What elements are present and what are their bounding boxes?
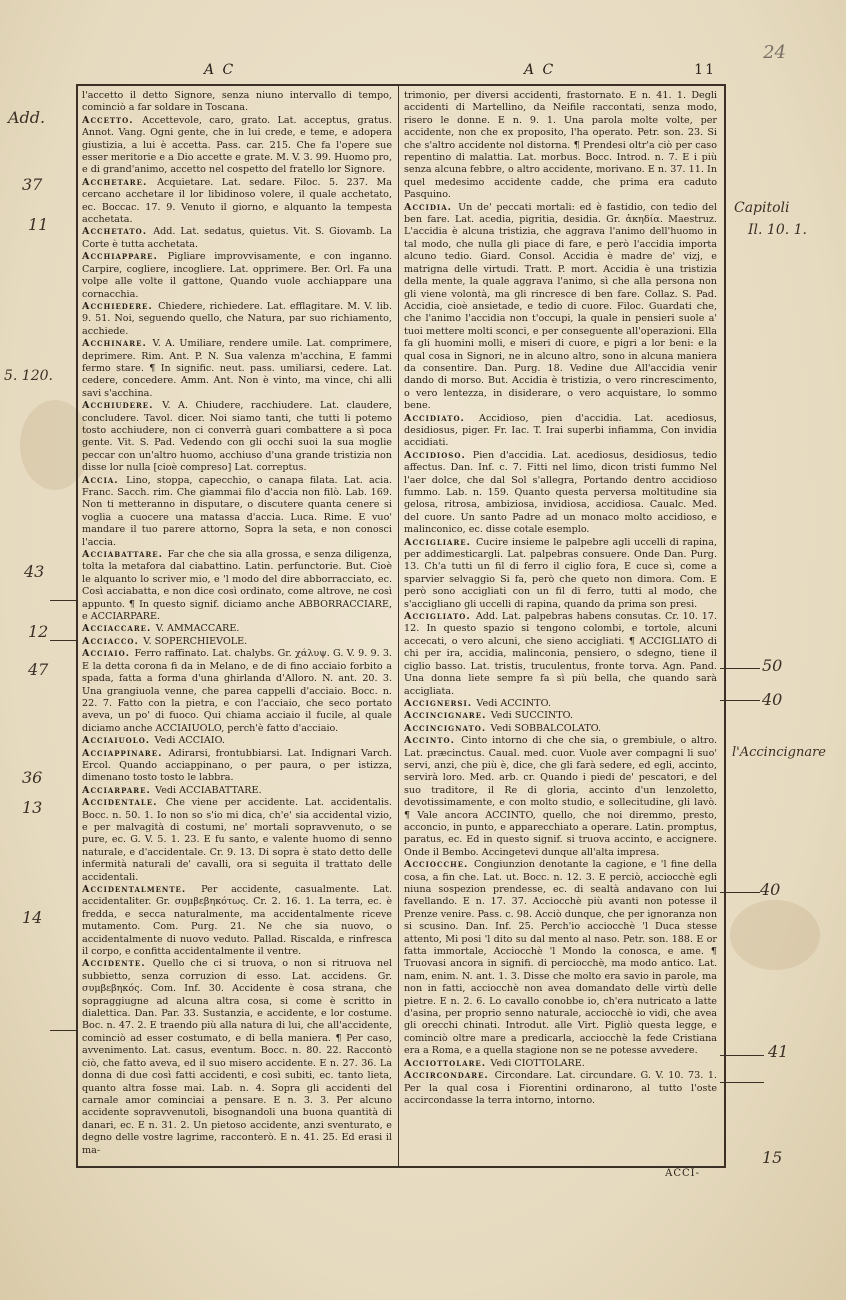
margin-note: 11 [28, 215, 49, 234]
entry-text: Far che che sia alla grossa, e senza diligenza, tolta la metafora dal ciabattino. Latin. perfunctorie. But. Cioè le alquanto lo scriver mio, e 'l modo del dire abborracciato, ec. Così acciabatta, e non dice così ordinato, come altrove, ne così appunto. ¶ In questo signif. diciamo anche ABBORRACCIARE, e ACCIARPARE. [82, 549, 392, 623]
entry-text: Acquietare. Lat. sedare. Filoc. 5. 237. Ma cercano acchetare il lor libidinoso volere, il quale acchetato, ec. Boccac. 17. 9. Venuto il giorno, e alquanto la tempesta acchetata. [82, 176, 392, 226]
entry-text: Vedi SUCCINTO. [490, 710, 574, 722]
entry-headword: Acciaiuolo. [82, 735, 155, 747]
margin-stroke [50, 640, 76, 641]
entry-text: Add. Lat. sedatus, quietus. Vit. S. Giovamb. La Corte è tutta acchetata. [82, 226, 392, 250]
entry-headword: Acciottolare. [404, 1057, 491, 1069]
entry-headword: Accia. [82, 474, 127, 486]
margin-note: 12 [28, 622, 49, 641]
entry-headword: Accignersi. [404, 697, 477, 709]
right-column [404, 90, 717, 1156]
margin-note: Capitoli [734, 200, 790, 216]
entry-headword: Accincignare. [404, 710, 491, 722]
dictionary-entry [404, 710, 717, 722]
dictionary-entry [82, 251, 392, 301]
dictionary-entry [404, 202, 717, 413]
entry-text: Adirarsi, frontubbiarsi. Lat. Indignari Varch. Ercol. Quando acciappinano, o per paura, o per istizza, dimenano tosto tosto le labbra. [82, 747, 392, 784]
margin-note: 36 [22, 768, 43, 787]
entry-text: Cinto intorno di che che sia, o grembiule, o altro. Lat. præcinctus. Caual. med. cuor. Vuole aver compagni li suo' servi, anzi, che più è, dice, che gli farà sedere, ed egli, accinto, servirà loro. Med. arb. cr. Quando i piedi de' pescatori, e del suo traditore, il Re di gloria, accinto d'un lenzoletto, devotissimamente, e con molto studio, e sollecitudine, gli lavò. ¶ Vale ancora ACCINTO, quello, che noi diremmo, presto, acconcio, in punto, e apparecchiato a operare. Latin. promptus, paratus, ec. Ed in questo signif. si truova accinto, e accignere. Onde il Bembo. Accingetevi dunque all'alta impresa. [404, 735, 717, 858]
page-header [74, 62, 724, 84]
entry-headword: Acciacco. [82, 635, 144, 647]
entry-headword: Accidioso. [404, 449, 473, 461]
dictionary-entry [404, 413, 717, 450]
entry-headword: Acciabattare. [82, 549, 168, 561]
entry-text: V. A. Chiudere, racchiudere. Lat. claudere, concludere. Tavol. dicer. Noi siamo tanti, che tutti li potemo tosto acchiudere, non ci converrà guari combattere a sì poca gente. Vit. S. Pad. Vedendo con gli occhi suoi la sua moglie peccar con un'altro huomo, acchiuso d'una grande tristizia non disse lor nulla [cioè compreso] Lat. correptus. [82, 400, 392, 474]
entry-text: Add. Lat. palpebras habens consutas. Cr. 10. 17. 12. In questo spazio si tengono colombi, e tortole, alcuni accecati, o vero alcuni, che sieno accigliati. ¶ ACCIGLIATO di chi per ira, accidia, malinconia, pensiero, o sdegno, tiene il ciglio basso. Lat. tristis, truculentus, fronte torva. Agn. Pand. Una donna liete sempre fa sì più bella, che quando sarà accigliata. [404, 611, 717, 697]
entry-text: trimonio, per diversi accidenti, frastornato. E n. 41. 1. Degli accidenti di Martellino, da Neifile raccontati, senza modo, risero le donne. E n. 9. 1. Una parola molte volte, per accidente, non che ex proposito, l'ha operato. Petr. son. 23. Si che s'altro accidente nol distorna. ¶ Prendesi oltr'a ciò per caso repentino di malattia. Lat. morbus. Bocc. Introd. n. 7. E i più senza alcuna febbre, o altro accidente, morivano. E n. 37. 11. In quel medesimo accidente cadde, che prima era caduto Pasquino. [404, 90, 717, 201]
entry-headword: Accigliare. [404, 536, 476, 548]
left-column [82, 90, 392, 1156]
dictionary-entry [82, 735, 392, 747]
entry-text: Congiunzion denotante la cagione, e 'l fine della cosa, a fin che. Lat. ut. Bocc. n. 12. 3. E perciò, acciocchè egli niuna sospezion prendesse, ec. di sealtà andavano con lui favellando. E n. 17. 37. Acciocchè più avanti non potesse il Prenze venire. Pass. c. 98. Acciò dunque, che per ignoranza non si scusino. Dan. Inf. 25. Perch'io acciocchè 'l Duca stesse attento, Mi posi 'l dito su dal mento al naso. Petr. son. 188. E or fatta immortale, Acciocchè 'l Mondo la conosca, e ame. ¶ Truovasi ancora in signifi. di perciocchè, ma modo antico. Lat. nam, enim. N. ant. 1. 3. Disse che molto era savio in parole, ma non in fatti, acciocchè non avea domandato delle virtù delle pietre. E n. 2. 6. Lo cavallo conobbe io, ch'era nutricato a latte d'asina, per proprio senno naturale, acciocchè io vidi, che avea gli orecchi chinati. Introdut. alle Virt. Pigliò questa legge, e cominciò oltre mare a predicarla, acciocchè la fede Cristiana era a Roma, e a quella stagione non se ne potesse avvedere. [404, 859, 717, 1057]
entry-headword: Acchiappare. [82, 251, 168, 263]
margin-stroke [720, 700, 760, 701]
dictionary-entry [82, 958, 392, 1156]
dictionary-entry [82, 400, 392, 474]
margin-note: 40 [762, 690, 783, 709]
entry-text: Lino, stoppa, capecchio, o canapa filata. Lat. acia. Franc. Sacch. rim. Che giammai filo d'accia non filò. Lab. 169. Non ti metteranno in disputare, o discutere quanta cenere si voglia a cuocere una matassa d'accia. Luca. Rime. E vuo' mandare il tuo parere attorno, Sopra la seta, e non conosci l'accia. [82, 474, 392, 548]
entry-text: Vedi CIOTTOLARE. [490, 1057, 585, 1069]
margin-note: 5. 120. [4, 368, 53, 384]
entry-text: Pien d'accidia. Lat. acediosus, desidiosus, tedio affectus. Dan. Inf. c. 7. Fitti nel limo, dicon tristi fummo Nel l'aer dolce, che dal Sol s'allegra, Portando dentro accidioso fummo. Lab. n. 159. Quanto questa perversa moltitudine sia gelosa, ritrosa, ambiziosa, invidiosa, accidiosa. Caualc. Med. del cuore. Un santo Padre ad un monaco molto accidioso, e malinconico, ec. disse cotale esemplo. [404, 449, 717, 536]
dictionary-entry [404, 537, 717, 611]
dictionary-entry [82, 648, 392, 735]
entry-text: Vedi ACCIAIO. [154, 735, 225, 747]
entry-text: Ferro raffinato. Lat. chalybs. Gr. χάλυψ. G. V. 9. 9. 3. E la detta corona fi da in Melano, e de di fino acciaio forbito a spada, fatta a forma d'una ghirlanda d'Alloro. N. ant. 20. 3. Una grangiuola venne, che parea cappelli d'acciaio. Bocc. n. 22. 7. Fatto con la pietra, e con l'acciaio, che seco portato aveva, un po' di fuoco. Qui chiama acciaio il fucile, al quale diciamo anche ACCIAIUOLO, perch'è fatto d'acciaio. [82, 648, 392, 734]
margin-note: 13 [22, 798, 43, 817]
entry-text: Circondare. Lat. circundare. G. V. 10. 73. 1. Per la qual cosa i Fiorentini ordinarono, al tutto l'oste accircondasse la terra intorno, intorno. [404, 1070, 717, 1106]
page-number: 11 [694, 62, 716, 78]
entry-headword: Acchinare. [82, 338, 153, 350]
dictionary-entry [82, 549, 392, 623]
entry-headword: Accidentale. [82, 797, 166, 809]
entry-headword: Acchiedere. [82, 300, 159, 312]
margin-stroke [50, 600, 76, 601]
margin-stroke [720, 668, 760, 669]
dictionary-entry [82, 623, 392, 635]
margin-note: 37 [22, 175, 43, 194]
entry-headword: Accidente. [82, 958, 153, 970]
entry-headword: Accidia. [404, 201, 459, 213]
dictionary-entry [82, 301, 392, 338]
entry-text: Vedi SOBBALCOLATO. [490, 722, 602, 734]
dictionary-entry [82, 115, 392, 177]
entry-text: l'accetto il detto Signore, senza niuno intervallo di tempo, cominciò a far soldare in Toscana. [82, 90, 392, 114]
entry-headword: Accidentalmente. [82, 884, 202, 895]
entry-text: V. AMMACCARE. [155, 623, 240, 635]
entry-headword: Acchetare. [82, 176, 158, 188]
entry-headword: Acciocche. [404, 859, 474, 871]
margin-note: 40 [760, 880, 781, 899]
header-left-letters: A C [204, 62, 236, 78]
dictionary-entry [404, 1058, 717, 1070]
dictionary-entry [82, 636, 392, 648]
margin-note: 41 [768, 1042, 789, 1061]
margin-note: 50 [762, 656, 783, 675]
dictionary-entry [404, 450, 717, 537]
margin-note-add: Add. [8, 108, 46, 127]
dictionary-entry [82, 475, 392, 549]
catchword: ACCI- [665, 1168, 700, 1179]
entry-headword: Acciaio. [82, 648, 135, 660]
entry-text: V. SOPERCHIEVOLE. [143, 635, 248, 647]
dictionary-entry [82, 90, 392, 115]
entry-text: Accettevole, caro, grato. Lat. acceptus, gratus. Annot. Vang. Ogni gente, che in lui crede, e teme, e adopera giustizia, a lui è accetta. Pass. car. 215. Che fa l'opere sue esser meritorie e a Dio accette e grate. M. V. 3. 99. Huomo pro, e di grand'animo, accetto nel cospetto del fratello lor Signore. [82, 114, 392, 176]
entry-text: Accidioso, pien d'accidia. Lat. acediosus, desidiosus, piger. Fr. Iac. T. Irai superbi infiamma, Con invidia accidiati. [404, 412, 717, 449]
entry-headword: Acciappinare. [82, 747, 169, 759]
dictionary-entry [82, 884, 392, 958]
dictionary-entry [404, 698, 717, 710]
dictionary-entry [404, 1070, 717, 1107]
entry-headword: Accidiato. [404, 412, 480, 424]
entry-headword: Acciaccare. [82, 623, 156, 635]
margin-stroke [50, 1030, 76, 1031]
dictionary-entry [404, 611, 717, 698]
entry-text: Cucire insieme le palpebre agli uccelli di rapina, per addimesticargli. Lat. palpebras consuere. Onde Dan. Purg. 13. Ch'a tutti un fil di ferro il ciglio fora, E cuce sì, come a sparvier selvaggio Si fa, però che queto non dimora. Com. E però sono accigliati con un fil di ferro, tutti al modo, che s'accigliano gli uccelli di rapina, quando da prima son presi. [404, 536, 717, 610]
margin-stroke [720, 1082, 764, 1083]
paper-stain [730, 900, 820, 970]
dictionary-entry [404, 90, 717, 202]
entry-headword: Accetto. [82, 114, 143, 126]
margin-note: Il. 10. 1. [748, 222, 807, 238]
dictionary-entry [404, 859, 717, 1058]
dictionary-entry [82, 748, 392, 785]
column-divider [398, 84, 399, 1168]
folio-number: 24 [763, 42, 786, 63]
margin-note: l'Accincignare [732, 745, 827, 760]
entry-text: Per accidente, casualmente. Lat. accidentaliter. Gr. συμβεβηκότως. Cr. 2. 16. 1. La terra, ec. è fredda, e secca naturalmente, ma accidentalmente riceve mutamento. Com. Purg. 21. Ne che sia nuovo, o accidentalmente di nuovo veduto. Pallad. Riscalda, e rinfresca il corpo, e confitta accidentalmente il ventre. [82, 884, 392, 958]
entry-headword: Accircondare. [404, 1070, 495, 1082]
entry-headword: Acchetato. [82, 226, 154, 238]
margin-stroke [720, 892, 760, 893]
margin-note: 14 [22, 908, 43, 927]
margin-stroke [720, 1055, 764, 1056]
entry-text: Che viene per accidente. Lat. accidentalis. Bocc. n. 50. 1. Io non so s'io mi dica, ch'e' sia accidental vizio, e per malvagità di costumi, ne' mortali sopravvenuto, o se pure, ec. G. V. 5. 1. 23. E fu santo, e valente huomo di senno naturale, e d'accidentale. Cr. 9. 13. Di sopra è stato detto delle infermità naturali de' cavalli, ora si seguita il trattato delle accidentali. [82, 797, 392, 883]
header-mid-letters: A C [524, 62, 556, 78]
dictionary-entry [82, 338, 392, 400]
entry-headword: Acciarpare. [82, 784, 156, 796]
entry-text: Vedi ACCINTO. [476, 697, 551, 709]
dictionary-entry [82, 226, 392, 251]
margin-note: 47 [28, 660, 49, 679]
entry-headword: Accigliato. [404, 611, 476, 623]
entry-text: Pigliare improvvisamente, e con inganno. Carpire, cogliere, incogliere. Lat. opprimere. Ber. Orl. Fa una volpe alle volte il gattone, Quando vuole acchiappare una cornacchia. [82, 251, 392, 300]
dictionary-entry [404, 735, 717, 859]
margin-note: 15 [762, 1148, 783, 1167]
entry-headword: Accincignato. [404, 722, 491, 734]
margin-note: 43 [24, 562, 45, 581]
entry-text: Chiedere, richiedere. Lat. efflagitare. M. V. lib. 9. 51. Noi, seguendo quello, che Natura, par suo richiamento, acchiede. [82, 300, 392, 337]
dictionary-entry [82, 177, 392, 227]
entry-text: V. A. Umiliare, rendere umile. Lat. comprimere, deprimere. Rim. Ant. P. N. Sua valenza m'acchina, E fammi fermo stare. ¶ In signific. neut. pass. umiliarsi, cedere. Lat. cedere, concedere. Amm. Ant. Non è vinto, ma vince, chi alli savi s'acchina. [82, 338, 392, 399]
dictionary-entry [82, 797, 392, 884]
entry-text: Quello che ci si truova, o non si ritruova nel subbietto, senza corruzion di esso. Lat. accidens. Gr. συμβεβηκός. Com. Inf. 30. Accidente è cosa strana, che sopraggiugne ad alcuna altra cosa, si come è scritto in dialettica. Dan. Par. 33. Sustanzia, e accidente, e lor costume. Boc. n. 47. 2. E traendo più alla natura di lui, che all'accidente, cominciò ad esser costumato, e di bella maniera. ¶ Per caso, avvenimento. Lat. casus, eventum. Bocc. n. 80. 22. Raccontò ciò, che fatto aveva, ed il suo misero accidente. E n. 27. 36. La donna di due così fatti accidenti, e così subiti, ec. tanto lieta, quanto altra fosse mai. Lab. n. 4. Sopra gli accidenti del carnale amor cominciai a pensare. E n. 3. 3. Per alcuno accidente sopravvenutoli, bisognandoli una buona quantità di danari, ec. E n. 31. 2. Un pietoso accidente, anzi sventurato, e degno delle vostre lagrime, racconterò. E n. 41. 25. Ed erasi il ma- [82, 958, 392, 1156]
dictionary-entry [404, 723, 717, 735]
dictionary-entry [82, 785, 392, 797]
entry-text: Vedi ACCIABATTARE. [155, 784, 262, 796]
entry-headword: Acchiudere. [82, 400, 163, 412]
entry-text: Un de' peccati mortali: ed è fastidio, con tedio del ben fare. Lat. acedia, pigritia, desidia. Gr. ἀκηδία. Maestruz. L'accidia è alcuna tristizia, che aggrava l'animo dell'huomo in tal modo, che nulla gli piace di fare, e però l'accidia importa alcuno tedio. Giard. Consol. Accidia è madre de' vizj, e matrigna delle virtudi. Tratt. P. mort. Accidia è una tristizia della mente, la quale aggrava l'animo, sì che alla persona non gli viene volontà, ma gli rincresce di ben fare. Collaz. S. Pad. Accidia, cioè ansietade, e tedio di cuore. Filoc. Guardati che, che l'animo l'accidia non t'occupi, la quale in pensieri suole a' tuoi mettere molti sconci, e per conseguente all'operazioni. Ella fa gli huomini molli, e miseri di cuore, e pigri a lor beni: e la qual cosa in Signori, ne in alcuno altro, sono in alcuna maniera da consentire. Dan. Purg. 18. Vedine due All'accidia venir dando di morso. But. Accidia è tristizia, o vero rincrescimento, o vero lentezza, in disiderare, o vero acquistare, lo sommo bene. [404, 201, 717, 412]
entry-headword: Accinto. [404, 735, 462, 747]
